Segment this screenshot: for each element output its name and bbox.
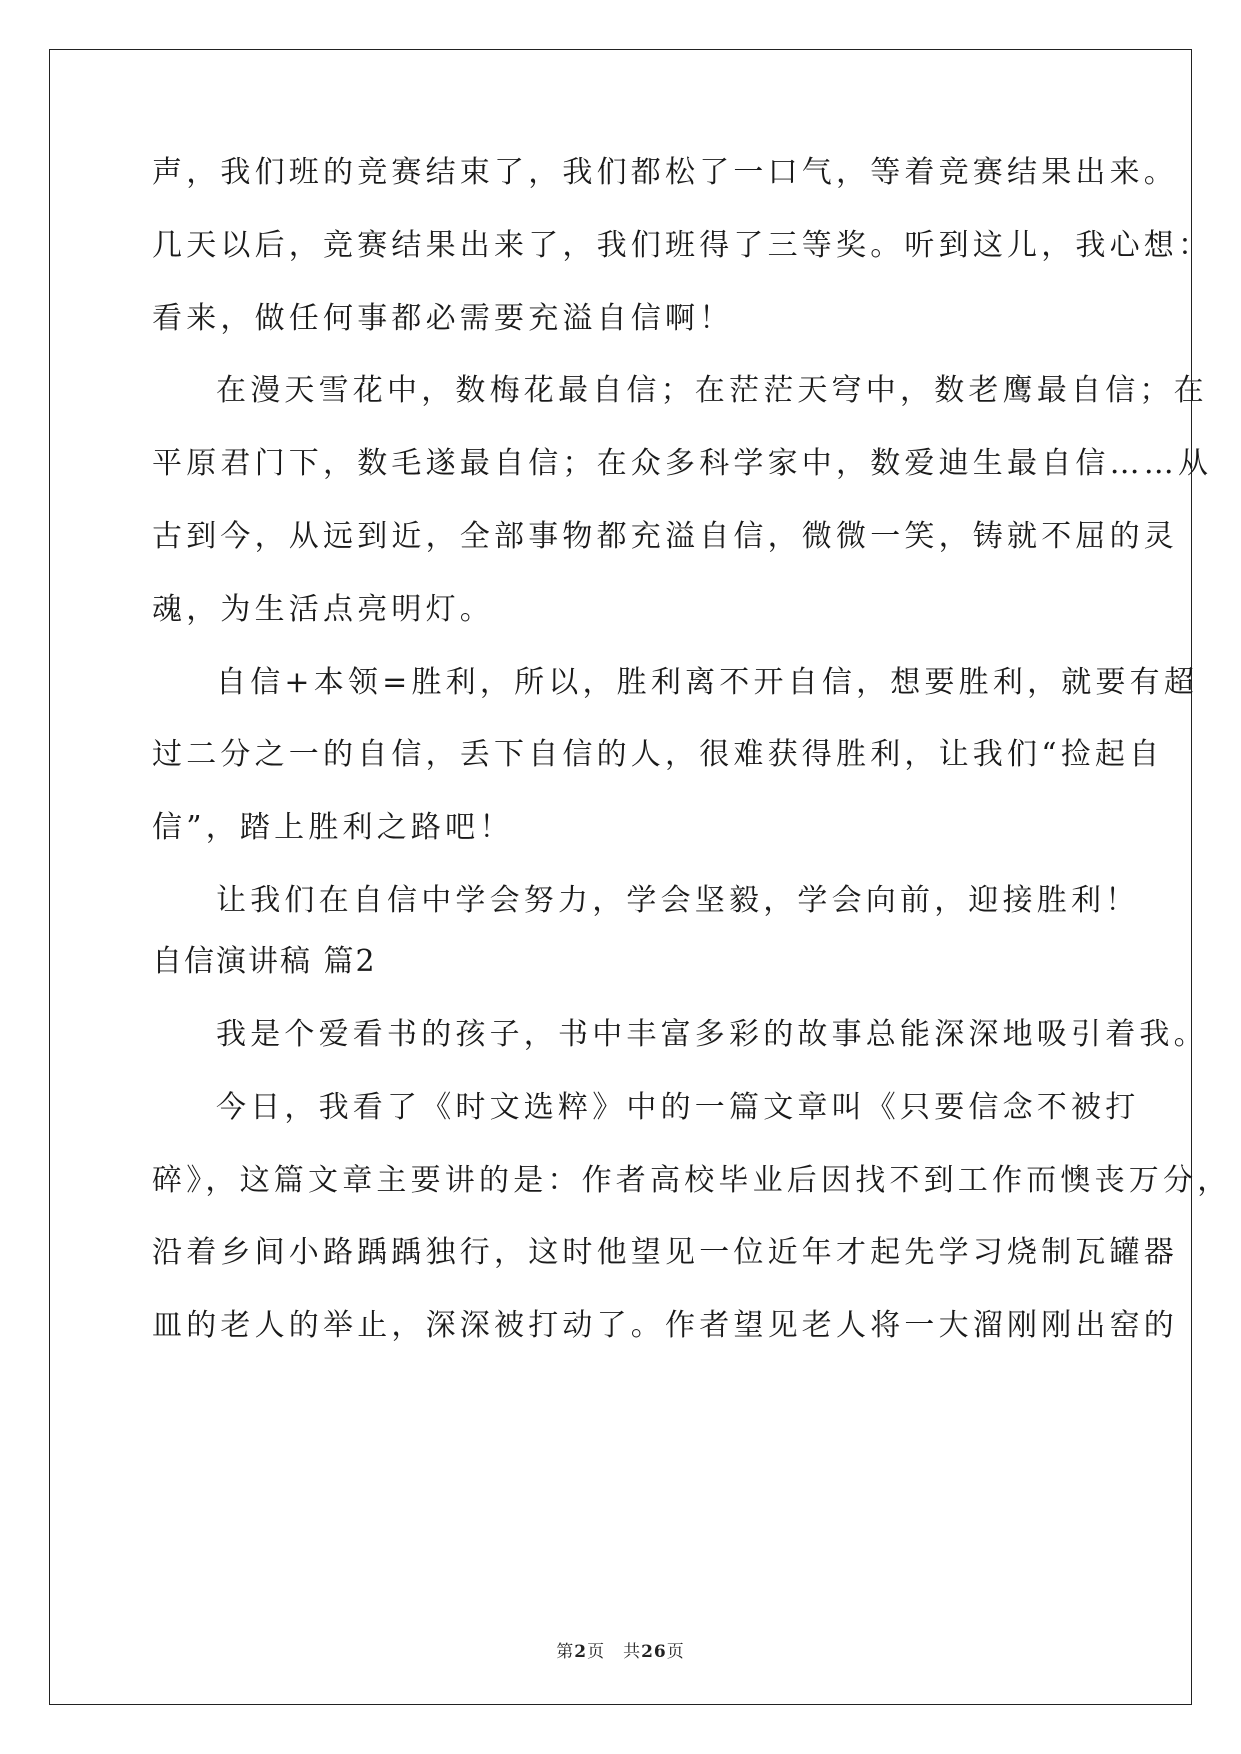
page-number-footer	[0, 1637, 1241, 1662]
text-line: 沿着乡间小路踽踽独行，这时他望见一位近年才起先学习烧制瓦罐器	[152, 1235, 1178, 1270]
paragraph-start-line: 让我们在自信中学会努力，学会坚毅，学会向前，迎接胜利！	[216, 883, 1140, 918]
text-line: 几天以后，竞赛结果出来了，我们班得了三等奖。听到这儿，我心想：	[152, 228, 1213, 263]
paragraph-start-line: 自信+本领=胜利，所以，胜利离不开自信，想要胜利，就要有超	[216, 665, 1199, 700]
current-page-number: 2	[574, 1642, 588, 1662]
text-line: 古到今，从远到近，全部事物都充溢自信，微微一笑，铸就不屈的灵	[152, 519, 1178, 554]
text-line: 平原君门下，数毛遂最自信；在众多科学家中，数爱迪生最自信……从	[152, 446, 1213, 481]
text-line: 碎》，这篇文章主要讲的是：作者高校毕业后因找不到工作而懊丧万分，	[152, 1163, 1232, 1198]
paragraph-start-line: 在漫天雪花中，数梅花最自信；在茫茫天穹中，数老鹰最自信；在	[216, 373, 1208, 408]
section-heading: 自信演讲稿 篇2	[152, 944, 377, 979]
text-line: 看来，做任何事都必需要充溢自信啊！	[152, 301, 734, 336]
text-line: 信”，踏上胜利之路吧！	[152, 810, 514, 845]
paragraph-start-line: 我是个爱看书的孩子，书中丰富多彩的故事总能深深地吸引着我。	[216, 1017, 1208, 1052]
text-line: 魂，为生活点亮明灯。	[152, 592, 494, 627]
text-line: 皿的老人的举止，深深被打动了。作者望见老人将一大溜刚刚出窑的	[152, 1308, 1178, 1343]
page-border	[49, 49, 1192, 1705]
footer-mid: 页 共	[587, 1642, 642, 1662]
paragraph-start-line: 今日，我看了《时文选粹》中的一篇文章叫《只要信念不被打	[216, 1090, 1140, 1125]
footer-suffix: 页	[666, 1642, 685, 1662]
text-line: 过二分之一的自信，丢下自信的人，很难获得胜利，让我们“捡起自	[152, 737, 1164, 772]
total-page-count: 26	[641, 1642, 667, 1662]
text-line: 声，我们班的竞赛结束了，我们都松了一口气，等着竞赛结果出来。	[152, 155, 1178, 190]
footer-prefix: 第	[556, 1642, 575, 1662]
